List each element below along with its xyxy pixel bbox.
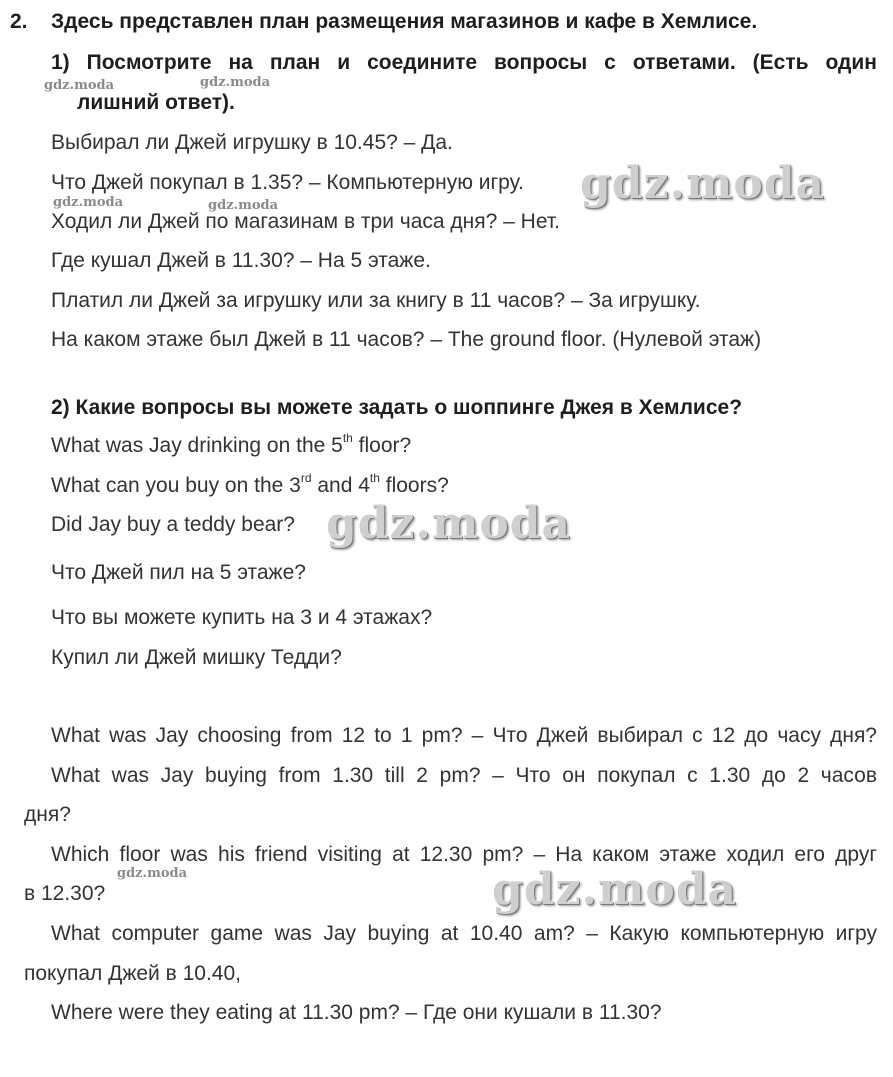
ordinal-suffix: th — [342, 431, 353, 445]
qa-line: Ходил ли Джей по магазинам в три часа дня? – Нет. — [51, 210, 560, 233]
question-text: What can you buy on the 3 — [51, 474, 301, 497]
exercise-number: 2. — [10, 10, 28, 33]
question-text: floors? — [379, 474, 449, 497]
part1-heading-line2: лишний ответ). — [77, 91, 235, 114]
translation-line-continued: дня? — [24, 803, 71, 826]
qa-line: Что Джей покупал в 1.35? – Компьютерную игру. — [51, 171, 524, 194]
watermark-small: gdz.moda — [208, 198, 279, 213]
russian-question: Купил ли Джей мишку Тедди? — [51, 646, 342, 669]
translation-line: Which floor was his friend visiting at 12.30 pm? – На каком этаже ходил его друг — [51, 843, 877, 866]
watermark-large: gdz.moda — [580, 158, 826, 209]
ordinal-suffix: rd — [300, 471, 312, 485]
translation-line: What was Jay choosing from 12 to 1 pm? – Что Джей выбирал с 12 до часу дня? — [51, 724, 877, 747]
watermark-small: gdz.moda — [44, 78, 115, 93]
part2-heading: 2) Какие вопросы вы можете задать о шоппинге Джея в Хемлисе? — [51, 396, 743, 419]
watermark-small: gdz.moda — [53, 195, 124, 210]
watermark-small: gdz.moda — [200, 75, 271, 90]
watermark-small: gdz.moda — [117, 866, 188, 881]
russian-question: Что Джей пил на 5 этаже? — [51, 561, 306, 584]
translation-line: What computer game was Jay buying at 10.40 am? – Какую компьютерную игру — [51, 922, 877, 945]
question-text: and 4 — [311, 474, 370, 497]
qa-line: Платил ли Джей за игрушку или за книгу в 11 часов? – За игрушку. — [51, 289, 701, 312]
part1-heading-line1: 1) Посмотрите на план и соедините вопросы с ответами. (Есть один — [51, 51, 877, 74]
russian-question: Что вы можете купить на 3 и 4 этажах? — [51, 606, 433, 629]
translation-line-continued: в 12.30? — [24, 882, 106, 905]
qa-line: На каком этаже был Джей в 11 часов? – The ground floor. (Нулевой этаж) — [51, 328, 762, 351]
exercise-title: Здесь представлен план размещения магазинов и кафе в Хемлисе. — [51, 10, 758, 33]
translation-line: What was Jay buying from 1.30 till 2 pm? – Что он покупал с 1.30 до 2 часов — [51, 764, 877, 787]
english-question — [51, 431, 412, 458]
watermark-large: gdz.moda — [326, 498, 572, 549]
english-question: Did Jay buy a teddy bear? — [51, 513, 295, 536]
qa-line: Где кушал Джей в 11.30? – На 5 этаже. — [51, 249, 431, 272]
watermark-large: gdz.moda — [492, 864, 738, 915]
ordinal-suffix: th — [369, 471, 380, 485]
english-question — [51, 471, 449, 498]
qa-line: Выбирал ли Джей игрушку в 10.45? – Да. — [51, 131, 453, 154]
translation-line-continued: покупал Джей в 10.40, — [24, 962, 242, 985]
question-text: floor? — [352, 434, 412, 457]
question-text: What was Jay drinking on the 5 — [51, 434, 343, 457]
translation-line: Where were they eating at 11.30 pm? – Где они кушали в 11.30? — [51, 1001, 662, 1024]
